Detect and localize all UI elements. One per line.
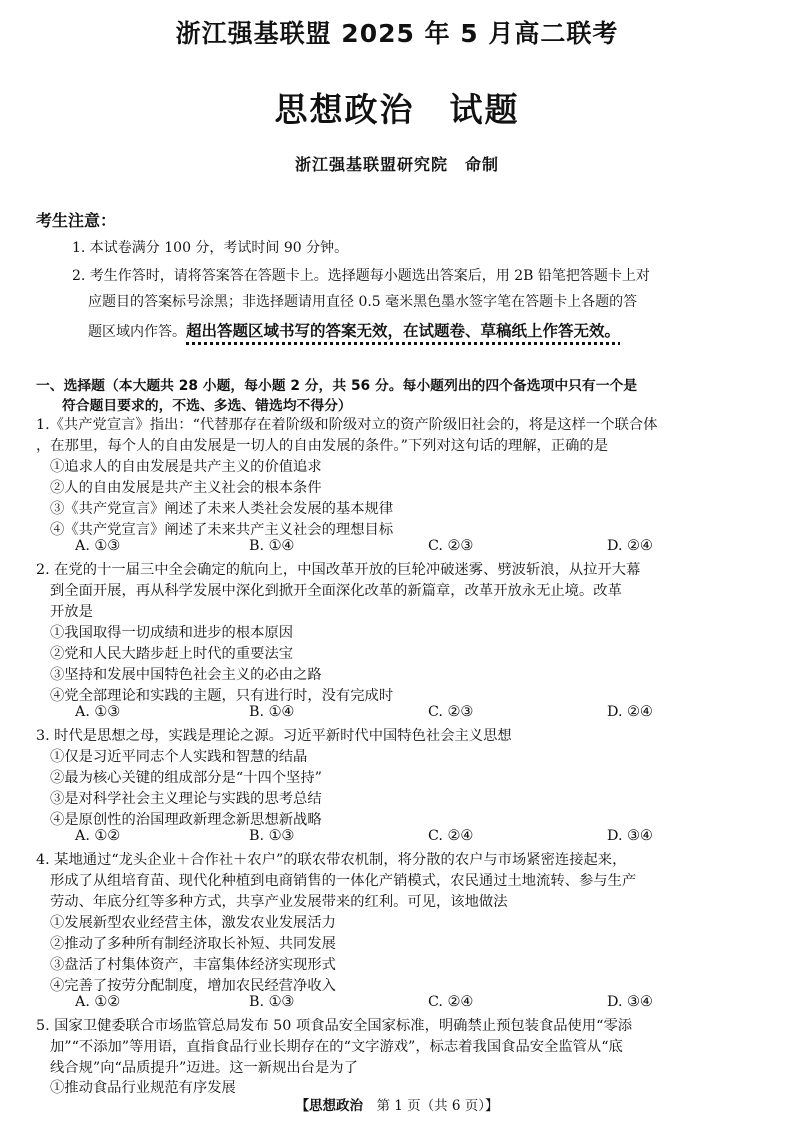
statement: ①追求人的自由发展是共产主义的价值追求 [50, 459, 322, 475]
choice-c: C. ②③ [428, 704, 474, 720]
choice-d: D. ②④ [607, 538, 653, 554]
subject-title: 思想政治 试题 [274, 90, 520, 129]
statement: ④完善了按劳分配制度，增加农民经营净收入 [50, 978, 336, 994]
statement: ④《共产党宣言》阐述了未来共产主义社会的理想目标 [50, 522, 394, 538]
notice-item-2-emphasis: 超出答题区域书写的答案无效，在试题卷、草稿纸上作答无效。 [186, 322, 621, 340]
question-stem-line: 4. 某地通过“龙头企业＋合作社＋农户”的联农带农机制，将分散的农户与市场紧密连接起来， [36, 852, 627, 868]
question-stem-line: 线合规”向“品质提升”迈进。这一新规出台是为了 [50, 1060, 358, 1076]
choice-d: D. ③④ [607, 994, 653, 1010]
choice-c: C. ②④ [428, 828, 474, 844]
notice-heading: 考生注意： [36, 211, 117, 230]
choice-b: B. ①③ [249, 994, 295, 1010]
choice-b: B. ①④ [249, 538, 295, 554]
statement: ③盘活了村集体资产，丰富集体经济实现形式 [50, 957, 336, 973]
question-stem-line: 5. 国家卫健委联合市场监管总局发布 50 项食品安全国家标准，明确禁止预包装食品使用“零添 [36, 1018, 633, 1034]
choice-a: A. ①② [75, 828, 121, 844]
notice-item-2-line-3 [88, 319, 620, 341]
choice-b: B. ①③ [249, 828, 295, 844]
choice-d: D. ②④ [607, 704, 653, 720]
statement: ②人的自由发展是共产主义社会的根本条件 [50, 480, 322, 496]
question-stem-line: ，在那里，每个人的自由发展是一切人的自由发展的条件。”下列对这句话的理解，正确的是 [36, 438, 609, 454]
statement: ①我国取得一切成绩和进步的根本原因 [50, 625, 294, 641]
notice-item-2-plain: 题区域内作答。 [88, 324, 186, 340]
question-stem-line: 劳动、年底分红等多种方式，共享产业发展带来的红利。可见，该地做法 [50, 894, 508, 910]
question-stem-line: 1.《共产党宣言》指出：“代替那存在着阶级和阶级对立的资产阶级旧社会的，将是这样一个联合体 [36, 417, 658, 433]
choice-b: B. ①④ [249, 704, 295, 720]
question-stem-line: 形成了从组培育苗、现代化种植到电商销售的一体化产销模式，农民通过土地流转、参与生产 [50, 873, 637, 889]
statement: ②推动了多种所有制经济取长补短、共同发展 [50, 936, 336, 952]
exam-title: 浙江强基联盟 2025 年 5 月高二联考 [175, 19, 619, 48]
statement: ①发展新型农业经营主体，激发农业发展活力 [50, 915, 336, 931]
question-stem-line: 3. 时代是思想之母，实践是理论之源。习近平新时代中国特色社会主义思想 [36, 728, 512, 744]
notice-item-1: 1. 本试卷满分 100 分，考试时间 90 分钟。 [72, 240, 349, 256]
question-stem-line: 2. 在党的十一届三中全会确定的航向上，中国改革开放的巨轮冲破迷雾、劈波斩浪，从拉开大幕 [36, 562, 641, 578]
notice-item-2-line-1: 2. 考生作答时，请将答案答在答题卡上。选择题每小题选出答案后，用 2B 铅笔把答题卡上对 [72, 268, 650, 284]
statement: ③是对科学社会主义理论与实践的思考总结 [50, 791, 322, 807]
statement: ③《共产党宣言》阐述了未来人类社会发展的基本规律 [50, 501, 394, 517]
choice-a: A. ①③ [75, 538, 121, 554]
question-stem-line: 开放是 [50, 604, 93, 620]
choice-a: A. ①③ [75, 704, 121, 720]
notice-item-2-line-2: 应题目的答案标号涂黑；非选择题请用直径 0.5 毫米黑色墨水签字笔在答题卡上各题的答 [88, 294, 638, 310]
footer-page-number: 第 1 页（共 6 页）】 [362, 1098, 499, 1114]
page-footer [0, 1094, 794, 1114]
statement: ①推动食品行业规范有序发展 [50, 1080, 236, 1096]
question-stem-line: 到全面开展，再从科学发展中深化到掀开全面深化改革的新篇章，改革开放永无止境。改革 [50, 583, 622, 599]
statement: ①仅是习近平同志个人实践和智慧的结晶 [50, 749, 308, 765]
question-stem-line: 加”“不添加”等用语，直指食品行业长期存在的“文字游戏”，标志着我国食品安全监管从“底 [50, 1039, 623, 1055]
section-heading-line-1: 一、选择题（本大题共 28 小题，每小题 2 分，共 56 分。每小题列出的四个备选项中只有一个是 [36, 378, 638, 394]
choice-a: A. ①② [75, 994, 121, 1010]
statement: ④是原创性的治国理政新理念新思想新战略 [50, 812, 322, 828]
choice-c: C. ②④ [428, 994, 474, 1010]
choice-d: D. ③④ [607, 828, 653, 844]
footer-subject: 【思想政治 [295, 1098, 363, 1114]
statement: ④党全部理论和实践的主题，只有进行时，没有完成时 [50, 688, 394, 704]
statement: ②党和人民大踏步赶上时代的重要法宝 [50, 646, 294, 662]
statement: ②最为核心关键的组成部分是“十四个坚持” [50, 770, 322, 786]
statement: ③坚持和发展中国特色社会主义的必由之路 [50, 667, 322, 683]
section-heading-line-2: 符合题目要求的，不选、多选、错选均不得分） [62, 398, 352, 414]
author-line: 浙江强基联盟研究院 命制 [294, 155, 499, 174]
choice-c: C. ②③ [428, 538, 474, 554]
